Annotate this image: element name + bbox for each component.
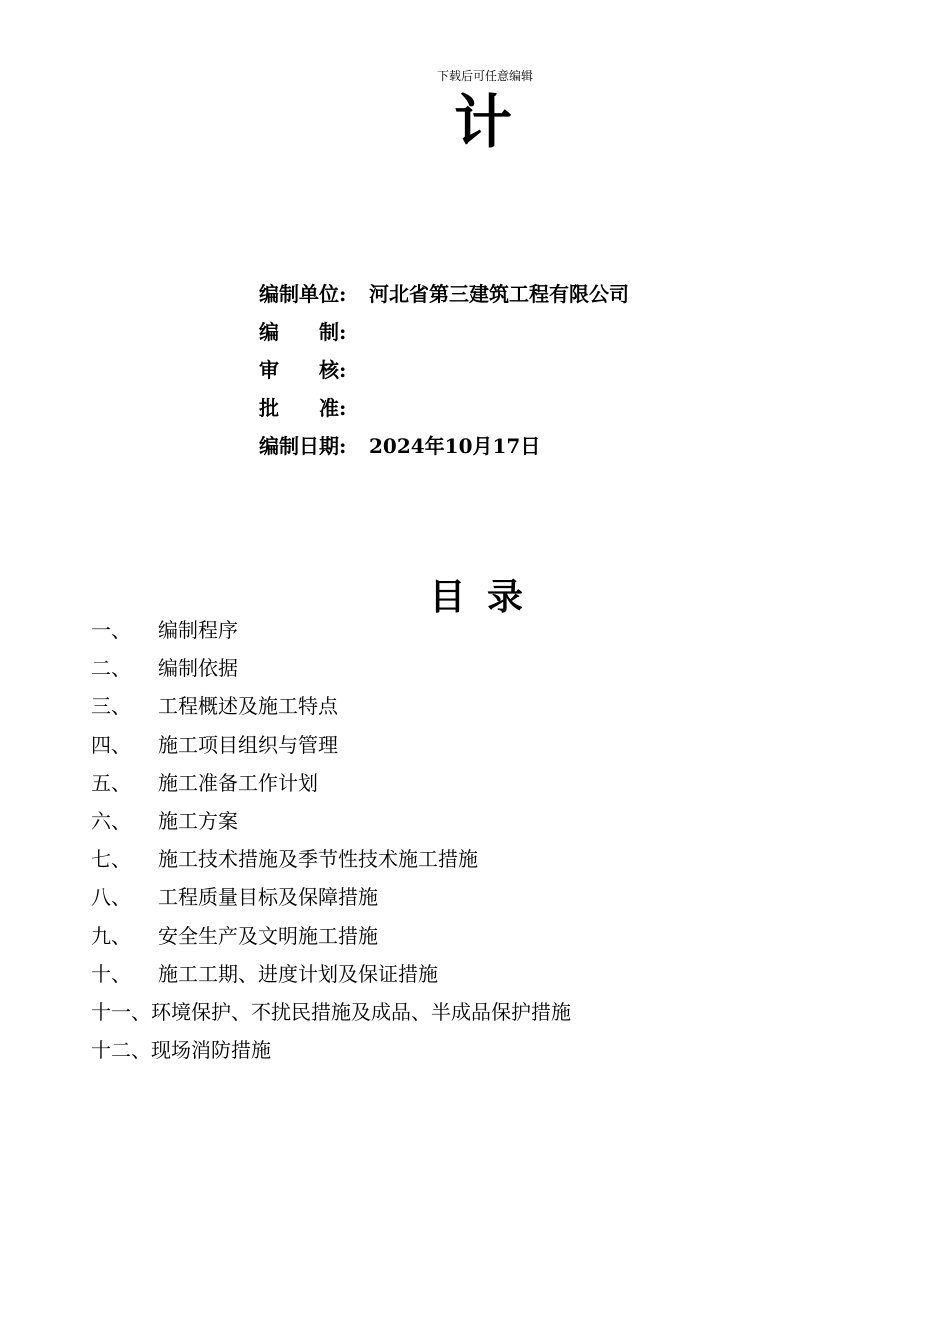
toc-item-text: 工程概述及施工特点 <box>158 694 338 719</box>
toc-item-text: 施工准备工作计划 <box>158 770 318 795</box>
toc-item-text: 编制程序 <box>158 618 238 642</box>
toc-item[interactable] <box>91 650 571 688</box>
toc-item-text: 施工方案 <box>158 808 238 833</box>
toc-item[interactable] <box>91 765 571 803</box>
toc-item-text: 现场消防措施 <box>151 1038 271 1063</box>
toc-item-number: 九、 <box>91 923 131 948</box>
header-note: 下载后可任意编辑 <box>436 69 533 83</box>
toc-item-text: 施工项目组织与管理 <box>158 732 338 757</box>
info-row-unit <box>259 278 629 316</box>
toc-item[interactable] <box>91 612 571 650</box>
toc-item-number: 五、 <box>91 770 131 795</box>
info-row-date <box>259 430 629 468</box>
info-label-date: 编制日期: <box>259 434 347 458</box>
toc-item-number: 十一、 <box>91 999 151 1024</box>
toc-item[interactable] <box>91 1032 571 1070</box>
toc-item-number: 二、 <box>91 656 131 681</box>
toc-item-number: 十、 <box>91 961 131 986</box>
info-row-approver <box>259 392 629 430</box>
toc-item[interactable] <box>91 727 571 765</box>
info-row-compiler <box>259 316 629 354</box>
toc-item-number: 八、 <box>91 885 131 910</box>
toc-item[interactable] <box>91 879 571 917</box>
toc-item-text: 安全生产及文明施工措施 <box>158 923 378 948</box>
toc-item-text: 环境保护、不扰民措施及成品、半成品保护措施 <box>151 999 571 1024</box>
toc-title: 目录 <box>429 576 545 618</box>
info-label-approver: 批 准: <box>259 396 347 420</box>
info-value-unit: 河北省第三建筑工程有限公司 <box>369 282 629 306</box>
info-label-reviewer: 审 核: <box>259 358 347 382</box>
info-label-unit: 编制单位: <box>259 282 347 306</box>
toc-item-number: 十二、 <box>91 1038 151 1063</box>
info-value-date: 2024年10月17日 <box>369 434 541 458</box>
toc-item[interactable] <box>91 918 571 956</box>
toc-item-number: 三、 <box>91 694 131 719</box>
toc-item-text: 工程质量目标及保障措施 <box>158 885 378 910</box>
toc-item[interactable] <box>91 994 571 1032</box>
info-label-compiler: 编 制: <box>259 320 347 344</box>
toc-item-text: 施工工期、进度计划及保证措施 <box>158 961 438 986</box>
toc-list <box>91 612 571 1070</box>
cover-title-char: 计 <box>453 88 512 156</box>
toc-item-number: 四、 <box>91 732 131 757</box>
toc-item[interactable] <box>91 841 571 879</box>
toc-item[interactable] <box>91 688 571 726</box>
toc-item-text: 编制依据 <box>158 656 238 681</box>
toc-item[interactable] <box>91 956 571 994</box>
info-row-reviewer <box>259 354 629 392</box>
toc-item-number: 一、 <box>91 618 131 642</box>
toc-item[interactable] <box>91 803 571 841</box>
toc-item-number: 六、 <box>91 808 131 833</box>
document-info-block <box>259 278 629 468</box>
toc-item-number: 七、 <box>91 847 131 872</box>
toc-item-text: 施工技术措施及季节性技术施工措施 <box>158 847 478 872</box>
